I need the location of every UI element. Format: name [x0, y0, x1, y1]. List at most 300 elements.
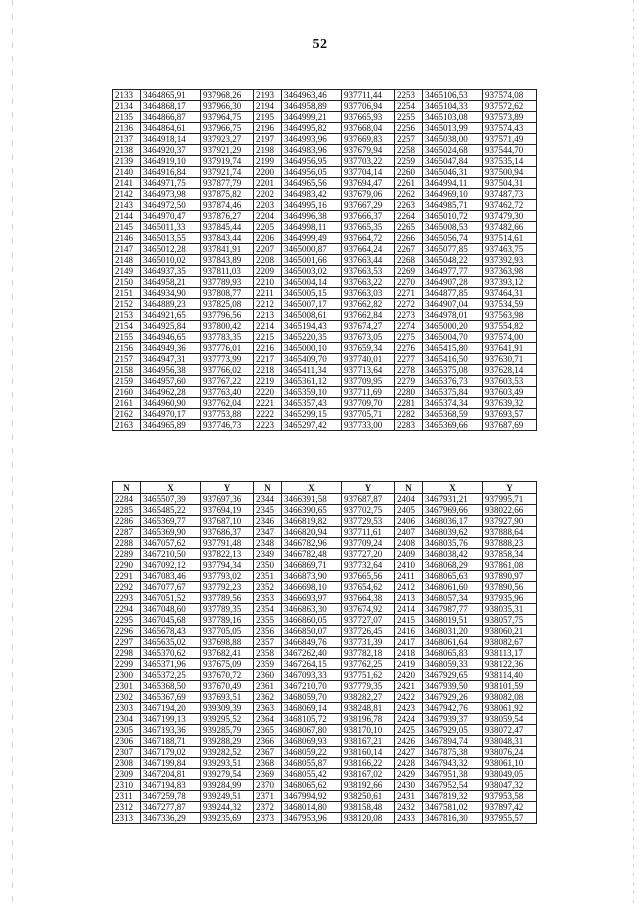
x-coordinate-cell: 3466849,76: [282, 637, 342, 648]
point-number-cell: 2154: [113, 321, 141, 332]
x-coordinate-cell: 3465194,43: [282, 321, 342, 332]
point-number-cell: 2198: [254, 145, 282, 156]
point-number-cell: 2155: [113, 332, 141, 343]
y-coordinate-cell: 939282,52: [201, 747, 254, 758]
x-coordinate-cell: 3464925,84: [141, 321, 201, 332]
point-number-cell: 2348: [254, 538, 282, 549]
x-coordinate-cell: 3467188,71: [141, 736, 201, 747]
table-row: [113, 538, 537, 549]
y-coordinate-cell: 937711,69: [342, 387, 395, 398]
table-row: [113, 780, 537, 791]
x-coordinate-cell: 3465409,70: [282, 354, 342, 365]
y-coordinate-cell: 937563,98: [483, 310, 537, 321]
x-coordinate-cell: 3464958,89: [282, 101, 342, 112]
x-coordinate-cell: 3467819,32: [423, 791, 483, 802]
point-number-cell: 2421: [395, 681, 423, 692]
x-coordinate-cell: 3467199,13: [141, 714, 201, 725]
x-coordinate-cell: 3465374,34: [423, 398, 483, 409]
y-coordinate-cell: 937670,72: [201, 670, 254, 681]
point-number-cell: 2133: [113, 90, 141, 101]
y-coordinate-cell: 937995,71: [483, 494, 537, 505]
table-row: [113, 769, 537, 780]
y-coordinate-cell: 937789,93: [201, 277, 254, 288]
x-coordinate-cell: 3467951,38: [423, 769, 483, 780]
point-number-cell: 2358: [254, 648, 282, 659]
x-coordinate-cell: 3466390,65: [282, 505, 342, 516]
y-coordinate-cell: 938072,47: [483, 725, 537, 736]
point-number-cell: 2405: [395, 505, 423, 516]
y-coordinate-cell: 937709,95: [342, 376, 395, 387]
x-coordinate-cell: 3464868,17: [141, 101, 201, 112]
x-coordinate-cell: 3467179,02: [141, 747, 201, 758]
point-number-cell: 2268: [395, 255, 423, 266]
point-number-cell: 2197: [254, 134, 282, 145]
table-row: [113, 255, 537, 266]
y-coordinate-cell: 937572,62: [483, 101, 537, 112]
point-number-cell: 2418: [395, 648, 423, 659]
x-coordinate-cell: 3467336,29: [141, 813, 201, 824]
point-number-cell: 2204: [254, 211, 282, 222]
x-coordinate-cell: 3465003,02: [282, 266, 342, 277]
y-coordinate-cell: 937663,03: [342, 288, 395, 299]
y-coordinate-cell: 937783,35: [201, 332, 254, 343]
table-row: [113, 494, 537, 505]
x-coordinate-cell: 3464965,56: [282, 178, 342, 189]
point-number-cell: 2153: [113, 310, 141, 321]
table-row: [113, 233, 537, 244]
table-row: [113, 692, 537, 703]
x-coordinate-cell: 3464963,46: [282, 90, 342, 101]
x-coordinate-cell: 3464978,01: [423, 310, 483, 321]
y-coordinate-cell: 937800,42: [201, 321, 254, 332]
x-coordinate-cell: 3465000,10: [282, 343, 342, 354]
x-coordinate-cell: 3467045,68: [141, 615, 201, 626]
y-coordinate-cell: 938250,61: [342, 791, 395, 802]
y-coordinate-cell: 937666,37: [342, 211, 395, 222]
x-coordinate-cell: 3465369,66: [423, 420, 483, 431]
y-coordinate-cell: 937762,04: [201, 398, 254, 409]
y-coordinate-cell: 937482,66: [483, 222, 537, 233]
point-number-cell: 2260: [395, 167, 423, 178]
point-number-cell: 2290: [113, 560, 141, 571]
x-coordinate-cell: 3464958,21: [141, 277, 201, 288]
point-number-cell: 2159: [113, 376, 141, 387]
table-row: [113, 156, 537, 167]
y-coordinate-cell: 938120,08: [342, 813, 395, 824]
point-number-cell: 2362: [254, 692, 282, 703]
point-number-cell: 2140: [113, 167, 141, 178]
x-coordinate-cell: 3468061,60: [423, 582, 483, 593]
y-coordinate-cell: 937890,56: [483, 582, 537, 593]
table-1-body: [113, 90, 537, 431]
x-coordinate-cell: 3467264,15: [282, 659, 342, 670]
point-number-cell: 2281: [395, 398, 423, 409]
y-coordinate-cell: 937487,73: [483, 189, 537, 200]
x-coordinate-cell: 3468055,42: [282, 769, 342, 780]
point-number-cell: 2307: [113, 747, 141, 758]
x-coordinate-cell: 3465369,77: [141, 516, 201, 527]
y-coordinate-cell: 937463,75: [483, 244, 537, 255]
point-number-cell: 2267: [395, 244, 423, 255]
y-coordinate-cell: 937762,25: [342, 659, 395, 670]
point-number-cell: 2297: [113, 637, 141, 648]
x-coordinate-cell: 3465004,70: [423, 332, 483, 343]
x-coordinate-cell: 3464993,96: [282, 134, 342, 145]
point-number-cell: 2261: [395, 178, 423, 189]
point-number-cell: 2274: [395, 321, 423, 332]
table-row: [113, 560, 537, 571]
point-number-cell: 2313: [113, 813, 141, 824]
point-number-cell: 2310: [113, 780, 141, 791]
y-coordinate-cell: 937674,27: [342, 321, 395, 332]
y-coordinate-cell: 939309,39: [201, 703, 254, 714]
table-row: [113, 420, 537, 431]
x-coordinate-cell: 3465005,15: [282, 288, 342, 299]
x-coordinate-cell: 3465103,08: [423, 112, 483, 123]
y-coordinate-cell: 937675,09: [201, 659, 254, 670]
point-number-cell: 2355: [254, 615, 282, 626]
point-number-cell: 2422: [395, 692, 423, 703]
y-coordinate-cell: 939284,99: [201, 780, 254, 791]
y-coordinate-cell: 938160,14: [342, 747, 395, 758]
x-coordinate-cell: 3464947,31: [141, 354, 201, 365]
y-coordinate-cell: 937574,08: [483, 90, 537, 101]
point-number-cell: 2285: [113, 505, 141, 516]
point-number-cell: 2304: [113, 714, 141, 725]
y-coordinate-cell: 937673,05: [342, 332, 395, 343]
x-coordinate-cell: 3466820,94: [282, 527, 342, 538]
y-coordinate-cell: 939249,51: [201, 791, 254, 802]
point-number-cell: 2212: [254, 299, 282, 310]
y-coordinate-cell: 937393,12: [483, 277, 537, 288]
y-coordinate-cell: 937919,74: [201, 156, 254, 167]
y-coordinate-cell: 939288,29: [201, 736, 254, 747]
point-number-cell: 2295: [113, 615, 141, 626]
table-row: [113, 178, 537, 189]
x-coordinate-cell: 3468105,72: [282, 714, 342, 725]
x-coordinate-cell: 3467942,76: [423, 703, 483, 714]
x-coordinate-cell: 3468068,29: [423, 560, 483, 571]
x-coordinate-cell: 3468059,33: [423, 659, 483, 670]
x-coordinate-cell: 3464949,36: [141, 343, 201, 354]
x-coordinate-cell: 3465371,96: [141, 659, 201, 670]
x-coordinate-cell: 3464956,95: [282, 156, 342, 167]
point-number-cell: 2160: [113, 387, 141, 398]
x-coordinate-cell: 3468065,62: [282, 780, 342, 791]
header-y: Y: [201, 482, 254, 494]
x-coordinate-cell: 3464956,38: [141, 365, 201, 376]
point-number-cell: 2264: [395, 211, 423, 222]
y-coordinate-cell: 937709,24: [342, 538, 395, 549]
table-row: [113, 266, 537, 277]
x-coordinate-cell: 3468069,93: [282, 736, 342, 747]
table-row: [113, 648, 537, 659]
point-number-cell: 2137: [113, 134, 141, 145]
x-coordinate-cell: 3465012,28: [141, 244, 201, 255]
point-number-cell: 2352: [254, 582, 282, 593]
y-coordinate-cell: 937706,94: [342, 101, 395, 112]
y-coordinate-cell: 939244,32: [201, 802, 254, 813]
x-coordinate-cell: 3465077,85: [423, 244, 483, 255]
x-coordinate-cell: 3464983,96: [282, 145, 342, 156]
header-y: Y: [342, 482, 395, 494]
x-coordinate-cell: 3466850,07: [282, 626, 342, 637]
point-number-cell: 2143: [113, 200, 141, 211]
y-coordinate-cell: 937923,27: [201, 134, 254, 145]
point-number-cell: 2356: [254, 626, 282, 637]
y-coordinate-cell: 938170,10: [342, 725, 395, 736]
table-row: [113, 310, 537, 321]
point-number-cell: 2347: [254, 527, 282, 538]
y-coordinate-cell: 937808,77: [201, 288, 254, 299]
y-coordinate-cell: 937861,08: [483, 560, 537, 571]
y-coordinate-cell: 938059,54: [483, 714, 537, 725]
point-number-cell: 2416: [395, 626, 423, 637]
x-coordinate-cell: 3466819,82: [282, 516, 342, 527]
point-number-cell: 2359: [254, 659, 282, 670]
x-coordinate-cell: 3467875,38: [423, 747, 483, 758]
y-coordinate-cell: 937674,92: [342, 604, 395, 615]
y-coordinate-cell: 937875,82: [201, 189, 254, 200]
y-coordinate-cell: 937877,79: [201, 178, 254, 189]
point-number-cell: 2147: [113, 244, 141, 255]
y-coordinate-cell: 938113,17: [483, 648, 537, 659]
point-number-cell: 2283: [395, 420, 423, 431]
y-coordinate-cell: 937727,20: [342, 549, 395, 560]
y-coordinate-cell: 937955,57: [483, 813, 537, 824]
x-coordinate-cell: 3466869,71: [282, 560, 342, 571]
x-coordinate-cell: 3466693,97: [282, 593, 342, 604]
x-coordinate-cell: 3468069,14: [282, 703, 342, 714]
point-number-cell: 2423: [395, 703, 423, 714]
x-coordinate-cell: 3467210,70: [282, 681, 342, 692]
coordinates-table-2: [112, 481, 537, 824]
page-number: 52: [312, 37, 328, 52]
point-number-cell: 2213: [254, 310, 282, 321]
x-coordinate-cell: 3465375,08: [423, 365, 483, 376]
x-coordinate-cell: 3464977,77: [423, 266, 483, 277]
x-coordinate-cell: 3464971,75: [141, 178, 201, 189]
x-coordinate-cell: 3465047,84: [423, 156, 483, 167]
x-coordinate-cell: 3468065,63: [423, 571, 483, 582]
x-coordinate-cell: 3464999,21: [282, 112, 342, 123]
header-x: X: [141, 482, 201, 494]
point-number-cell: 2207: [254, 244, 282, 255]
y-coordinate-cell: 937966,30: [201, 101, 254, 112]
x-coordinate-cell: 3468031,20: [423, 626, 483, 637]
point-number-cell: 2430: [395, 780, 423, 791]
y-coordinate-cell: 937876,27: [201, 211, 254, 222]
y-coordinate-cell: 937727,07: [342, 615, 395, 626]
point-number-cell: 2278: [395, 365, 423, 376]
point-number-cell: 2349: [254, 549, 282, 560]
y-coordinate-cell: 937694,47: [342, 178, 395, 189]
table-row: [113, 714, 537, 725]
x-coordinate-cell: 3467092,12: [141, 560, 201, 571]
table-row: [113, 398, 537, 409]
y-coordinate-cell: 938061,92: [483, 703, 537, 714]
point-number-cell: 2211: [254, 288, 282, 299]
y-coordinate-cell: 937711,44: [342, 90, 395, 101]
point-number-cell: 2363: [254, 703, 282, 714]
point-number-cell: 2215: [254, 332, 282, 343]
y-coordinate-cell: 939295,52: [201, 714, 254, 725]
x-coordinate-cell: 3464920,37: [141, 145, 201, 156]
point-number-cell: 2289: [113, 549, 141, 560]
point-number-cell: 2219: [254, 376, 282, 387]
x-coordinate-cell: 3465415,80: [423, 343, 483, 354]
point-number-cell: 2412: [395, 582, 423, 593]
point-number-cell: 2431: [395, 791, 423, 802]
x-coordinate-cell: 3465357,43: [282, 398, 342, 409]
y-coordinate-cell: 937664,24: [342, 244, 395, 255]
point-number-cell: 2203: [254, 200, 282, 211]
point-number-cell: 2144: [113, 211, 141, 222]
x-coordinate-cell: 3464918,14: [141, 134, 201, 145]
x-coordinate-cell: 3465011,33: [141, 222, 201, 233]
x-coordinate-cell: 3468059,70: [282, 692, 342, 703]
x-coordinate-cell: 3466873,90: [282, 571, 342, 582]
x-coordinate-cell: 3464907,28: [423, 277, 483, 288]
x-coordinate-cell: 3466860,05: [282, 615, 342, 626]
x-coordinate-cell: 3467210,50: [141, 549, 201, 560]
y-coordinate-cell: 937664,38: [342, 593, 395, 604]
y-coordinate-cell: 937773,99: [201, 354, 254, 365]
y-coordinate-cell: 939293,51: [201, 758, 254, 769]
x-coordinate-cell: 3466782,96: [282, 538, 342, 549]
y-coordinate-cell: 937462,72: [483, 200, 537, 211]
x-coordinate-cell: 3465297,42: [282, 420, 342, 431]
x-coordinate-cell: 3467952,54: [423, 780, 483, 791]
x-coordinate-cell: 3467259,78: [141, 791, 201, 802]
point-number-cell: 2312: [113, 802, 141, 813]
y-coordinate-cell: 937713,64: [342, 365, 395, 376]
x-coordinate-cell: 3464916,84: [141, 167, 201, 178]
point-number-cell: 2146: [113, 233, 141, 244]
point-number-cell: 2138: [113, 145, 141, 156]
point-number-cell: 2415: [395, 615, 423, 626]
y-coordinate-cell: 937776,01: [201, 343, 254, 354]
x-coordinate-cell: 3467093,33: [282, 670, 342, 681]
point-number-cell: 2286: [113, 516, 141, 527]
y-coordinate-cell: 938082,08: [483, 692, 537, 703]
y-coordinate-cell: 937843,44: [201, 233, 254, 244]
point-number-cell: 2353: [254, 593, 282, 604]
table-row: [113, 112, 537, 123]
x-coordinate-cell: 3467894,74: [423, 736, 483, 747]
x-coordinate-cell: 3465013,99: [423, 123, 483, 134]
x-coordinate-cell: 3465372,25: [141, 670, 201, 681]
x-coordinate-cell: 3468055,87: [282, 758, 342, 769]
x-coordinate-cell: 3464970,17: [141, 409, 201, 420]
header-n: N: [254, 482, 282, 494]
point-number-cell: 2275: [395, 332, 423, 343]
point-number-cell: 2205: [254, 222, 282, 233]
point-number-cell: 2419: [395, 659, 423, 670]
point-number-cell: 2210: [254, 277, 282, 288]
y-coordinate-cell: 938196,78: [342, 714, 395, 725]
table-row: [113, 288, 537, 299]
x-coordinate-cell: 3467953,96: [282, 813, 342, 824]
point-number-cell: 2282: [395, 409, 423, 420]
point-number-cell: 2135: [113, 112, 141, 123]
point-number-cell: 2214: [254, 321, 282, 332]
y-coordinate-cell: 938082,67: [483, 637, 537, 648]
table-2-header-row: [113, 482, 537, 494]
point-number-cell: 2364: [254, 714, 282, 725]
y-coordinate-cell: 937704,14: [342, 167, 395, 178]
point-number-cell: 2414: [395, 604, 423, 615]
table-row: [113, 299, 537, 310]
y-coordinate-cell: 937890,97: [483, 571, 537, 582]
x-coordinate-cell: 3468067,80: [282, 725, 342, 736]
table-row: [113, 527, 537, 538]
point-number-cell: 2288: [113, 538, 141, 549]
y-coordinate-cell: 937514,61: [483, 233, 537, 244]
y-coordinate-cell: 938192,66: [342, 780, 395, 791]
y-coordinate-cell: 937897,42: [483, 802, 537, 813]
table-row: [113, 321, 537, 332]
table-row: [113, 813, 537, 824]
x-coordinate-cell: 3467929,65: [423, 670, 483, 681]
y-coordinate-cell: 937779,35: [342, 681, 395, 692]
table-row: [113, 332, 537, 343]
y-coordinate-cell: 937603,49: [483, 387, 537, 398]
x-coordinate-cell: 3465000,20: [423, 321, 483, 332]
table-row: [113, 145, 537, 156]
point-number-cell: 2201: [254, 178, 282, 189]
x-coordinate-cell: 3467816,30: [423, 813, 483, 824]
y-coordinate-cell: 937845,44: [201, 222, 254, 233]
point-number-cell: 2279: [395, 376, 423, 387]
point-number-cell: 2202: [254, 189, 282, 200]
y-coordinate-cell: 939279,54: [201, 769, 254, 780]
point-number-cell: 2257: [395, 134, 423, 145]
y-coordinate-cell: 937687,10: [201, 516, 254, 527]
x-coordinate-cell: 3464962,28: [141, 387, 201, 398]
x-coordinate-cell: 3465010,72: [423, 211, 483, 222]
x-coordinate-cell: 3464865,91: [141, 90, 201, 101]
x-coordinate-cell: 3464995,16: [282, 200, 342, 211]
x-coordinate-cell: 3467939,37: [423, 714, 483, 725]
x-coordinate-cell: 3467929,26: [423, 692, 483, 703]
y-coordinate-cell: 938047,32: [483, 780, 537, 791]
y-coordinate-cell: 938060,21: [483, 626, 537, 637]
table-row: [113, 736, 537, 747]
x-coordinate-cell: 3465361,12: [282, 376, 342, 387]
y-coordinate-cell: 937968,26: [201, 90, 254, 101]
header-x: X: [423, 482, 483, 494]
x-coordinate-cell: 3465368,50: [141, 681, 201, 692]
x-coordinate-cell: 3468039,62: [423, 527, 483, 538]
y-coordinate-cell: 937665,56: [342, 571, 395, 582]
table-row: [113, 387, 537, 398]
table-row: [113, 200, 537, 211]
point-number-cell: 2357: [254, 637, 282, 648]
y-coordinate-cell: 937935,96: [483, 593, 537, 604]
point-number-cell: 2292: [113, 582, 141, 593]
point-number-cell: 2303: [113, 703, 141, 714]
point-number-cell: 2350: [254, 560, 282, 571]
y-coordinate-cell: 939285,79: [201, 725, 254, 736]
point-number-cell: 2209: [254, 266, 282, 277]
x-coordinate-cell: 3467048,60: [141, 604, 201, 615]
point-number-cell: 2360: [254, 670, 282, 681]
point-number-cell: 2221: [254, 398, 282, 409]
x-coordinate-cell: 3465376,73: [423, 376, 483, 387]
x-coordinate-cell: 3465106,53: [423, 90, 483, 101]
y-coordinate-cell: 937733,00: [342, 420, 395, 431]
